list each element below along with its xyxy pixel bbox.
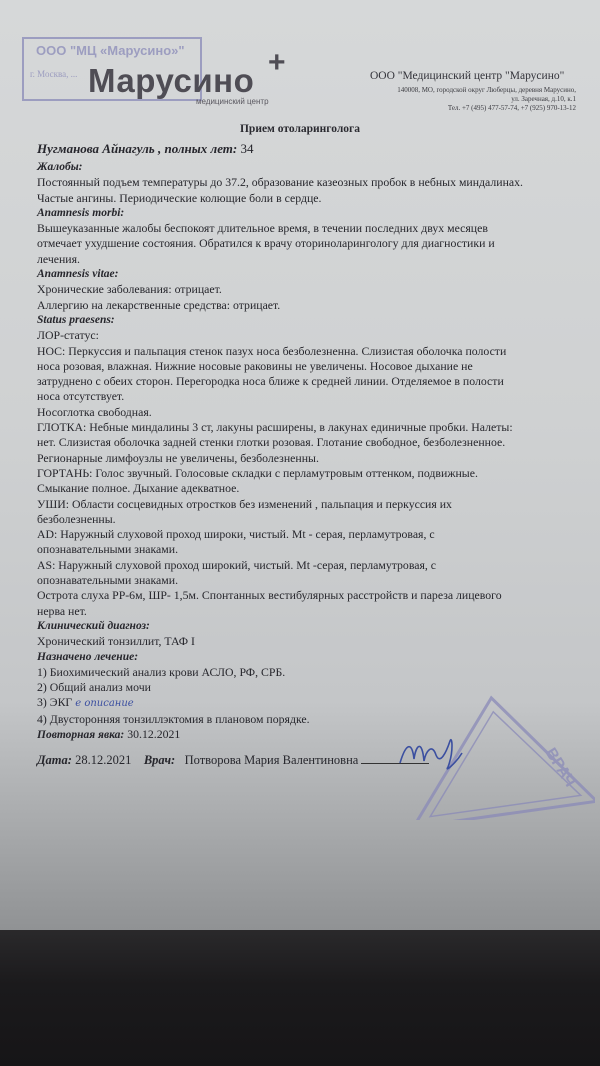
vitae-heading: Anamnesis vitae: bbox=[37, 268, 119, 281]
status-line: AD: Наружный слуховой проход широки, чистый. Mt - серая, перламутровая, с bbox=[37, 527, 435, 542]
clinic-logo-text: Марусино bbox=[88, 62, 255, 99]
doctor-name: Потворова Мария Валентиновна bbox=[184, 753, 359, 767]
morbi-line: Вышеуказанные жалобы беспокоят длительное время, в течении последних двух месяцев bbox=[37, 221, 488, 236]
status-line: Регионарные лимфоузлы не увеличены, безболезненны. bbox=[37, 450, 319, 465]
patient-age: 34 bbox=[240, 141, 254, 156]
status-line: носа розовая, влажная. Нижние носовые раковины не увеличены. Носовое дыхание не bbox=[37, 358, 473, 373]
vitae-line: Аллергию на лекарственные средства: отрицает. bbox=[37, 297, 281, 312]
treatment-item: 1) Биохимический анализ крови АСЛО, РФ, СРБ. bbox=[37, 664, 286, 679]
status-line: опознавательными знаками. bbox=[37, 542, 179, 557]
document-body bbox=[37, 160, 585, 743]
org-name: ООО "Медицинский центр "Марусино" bbox=[370, 70, 565, 82]
morbi-heading: Anamnesis morbi: bbox=[37, 206, 125, 219]
handwritten-note: е описание bbox=[75, 698, 134, 710]
treatment-item: 2) Общий анализ мочи bbox=[37, 680, 151, 695]
status-line: НОС: Перкуссия и пальпация стенок пазух носа безболезненна. Слизистая оболочка полости bbox=[37, 343, 507, 358]
treatment-heading: Назначено лечение: bbox=[37, 650, 139, 663]
revisit-label: Повторная явка: bbox=[37, 728, 125, 741]
status-line: носа отсутствует. bbox=[37, 389, 125, 404]
status-line: Смыкание полное. Дыхание адекватное. bbox=[37, 481, 240, 496]
status-line: нерва нет. bbox=[37, 603, 87, 618]
status-line: безболезненны. bbox=[37, 511, 116, 526]
status-line: Носоглотка свободная. bbox=[37, 404, 152, 419]
complaints-line: Постоянный подъем температуры до 37.2, образование казеозных пробок в небных миндалинах. bbox=[37, 175, 523, 190]
org-address-line2: ул. Заречная, д.10, к.1 bbox=[511, 95, 576, 103]
clinic-logo-subtitle: медицинский центр bbox=[196, 97, 269, 106]
vitae-line: Хронические заболевания: отрицает. bbox=[37, 282, 222, 297]
document-title: Прием отоларинголога bbox=[239, 123, 361, 135]
visit-date: 28.12.2021 bbox=[75, 753, 132, 767]
status-line: ГОРТАНЬ: Голос звучный. Голосовые складки с перламутровым оттенком, подвижные. bbox=[37, 465, 478, 480]
status-heading: Status praesens: bbox=[37, 313, 115, 326]
medical-cross-icon: + bbox=[268, 46, 286, 79]
patient-line bbox=[37, 141, 254, 157]
status-line: нет. Слизистая оболочка задней стенки глотки розовая. Глотание свободное, безболезненное. bbox=[37, 435, 506, 450]
stamp-name: ООО "МЦ «Марусино»" bbox=[36, 43, 185, 58]
date-label: Дата: bbox=[37, 753, 72, 767]
status-line: затруднено с обеих сторон. Перегородка носа ближе к средней линии. Отделяемое в полости bbox=[37, 374, 504, 389]
complaints-heading: Жалобы: bbox=[37, 161, 83, 173]
status-line: Острота слуха РР-6м, ШР- 1,5м. Спонтанных вестибулярных расстройств и пареза лицевого bbox=[37, 588, 502, 603]
complaints-line: Частые ангины. Периодические колющие боли в сердце. bbox=[37, 190, 322, 205]
org-phone: Тел. +7 (495) 477-57-74, +7 (925) 970-13-12 bbox=[447, 104, 576, 112]
org-address-line1: 140008, МО, городской округ Люберцы, деревня Марусино, bbox=[397, 86, 576, 94]
patient-name: Нугманова Айнагуль , полных лет: bbox=[37, 141, 238, 156]
morbi-line: отмечает ухудшение состояния. Обратился к врачу оториноларингологу для диагностики и bbox=[37, 236, 495, 251]
doctor-label: Врач: bbox=[143, 753, 176, 767]
treatment-item-text: 3) ЭКГ bbox=[37, 695, 73, 710]
signature-line bbox=[37, 751, 429, 768]
revisit-date: 30.12.2021 bbox=[127, 726, 181, 741]
background-fabric bbox=[0, 930, 600, 1066]
treatment-item: 4) Двусторонняя тонзиллэктомия в плановом порядке. bbox=[37, 711, 310, 726]
status-line: ГЛОТКА: Небные миндалины 3 ст, лакуны расширены, в лакунах единичные пробки. Налеты: bbox=[37, 420, 513, 435]
status-line: ЛОР-статус: bbox=[37, 328, 99, 343]
morbi-line: лечения. bbox=[37, 251, 80, 266]
diagnosis-text: Хронический тонзиллит, ТАФ I bbox=[37, 634, 195, 649]
status-line: УШИ: Области сосцевидных отростков без изменений , пальпация и перкуссия их bbox=[37, 496, 452, 511]
status-line: AS: Наружный слуховой проход широкий, чистый. Mt -серая, перламутровая, с bbox=[37, 557, 437, 572]
doctor-signature bbox=[396, 733, 466, 775]
status-line: опознавательными знаками. bbox=[37, 573, 179, 588]
diagnosis-heading: Клинический диагноз: bbox=[37, 619, 150, 632]
stamp-triangle-label: ВРАЧ bbox=[541, 745, 579, 791]
stamp-sub: г. Москва, ... bbox=[30, 69, 78, 79]
